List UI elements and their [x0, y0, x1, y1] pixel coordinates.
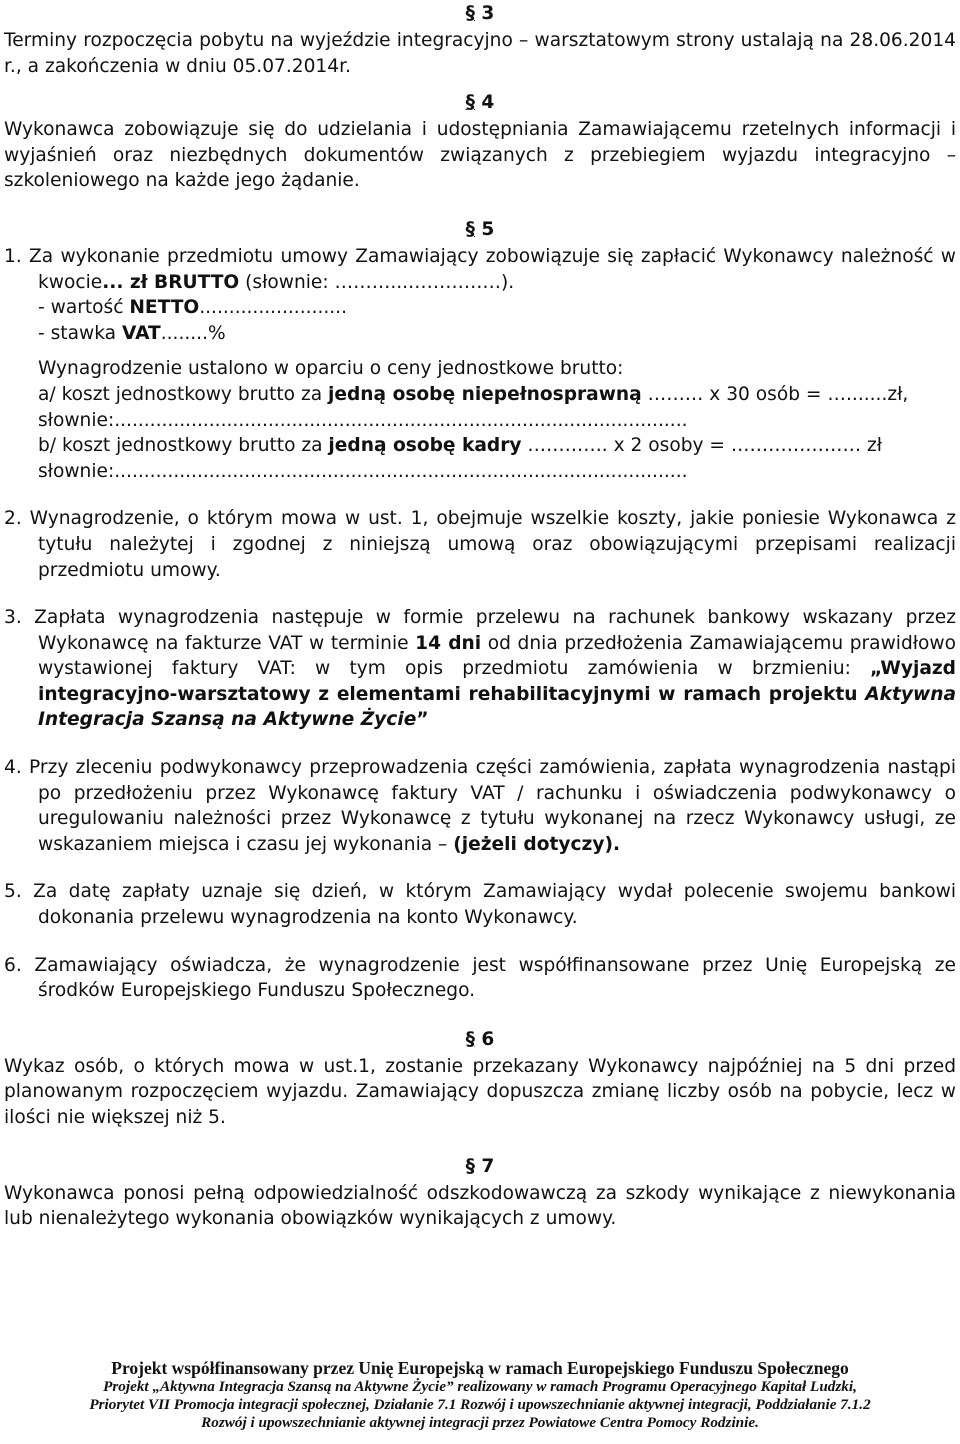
project-name: Aktywna Integracja Szansą na Aktywne Życie — [38, 683, 956, 731]
paragraph-symbol: § — [465, 1028, 475, 1050]
footer-line-1: Projekt współfinansowany przez Unię Europejską w ramach Europejskiego Funduszu Społecznego — [111, 1358, 849, 1378]
section-5-item-3 — [4, 605, 956, 733]
item-1-text: 1. Za wykonanie przedmiotu umowy Zamawiający zobowiązuje się zapłacić Wykonawcy należność w kwocie — [4, 245, 956, 293]
cost-b-person: jedną osobę kadry — [328, 435, 522, 457]
section-5-item-2: 2. Wynagrodzenie, o którym mowa w ust. 1, obejmuje wszelkie koszty, jakie poniesie Wykonawca z tytułu należytej i zgodnej z niniejszą umową oraz obowiązującymi przepisami realizacji przedmiotu umowy. — [4, 508, 956, 581]
section-number: 4 — [481, 92, 495, 114]
section-5-item-1 — [4, 244, 956, 295]
cost-b-label: b/ koszt jednostkowy brutto za — [38, 435, 329, 457]
netto-keyword: NETTO — [129, 297, 200, 319]
section-3-text: Terminy rozpoczęcia pobytu na wyjeździe integracyjno – warsztatowym strony ustalają na 28.06.2014 r., a zakończenia w dniu 05.07.2014r. — [4, 30, 956, 77]
section-5-item-4 — [4, 755, 956, 857]
item-4-text: 4. Przy zleceniu podwykonawcy przeprowadzenia części zamówienia, zapłata wynagrodzenia nastąpi po przedłożeniu przez Wykonawcę faktury VAT / rachunku i oświadczenia podwykonawcy o uregulowaniu należności przez Wykonawcę z tytułu wykonanej na rzecz Wykonawcy usługi, ze wskazaniem miejsca i czasu jej wykonania – — [4, 757, 956, 855]
section-5-item-5: 5. Za datę zapłaty uznaje się dzień, w którym Zamawiający wydał polecenie swojemu bankowi dokonania przelewu wynagrodzenia na konto Wykonawcy. — [4, 881, 956, 929]
brutto-amount: ... zł BRUTTO — [102, 271, 240, 293]
netto-line — [4, 295, 956, 321]
document-body — [4, 0, 956, 1232]
section-heading-3 — [4, 0, 956, 28]
paragraph-symbol: § — [465, 3, 475, 24]
paragraph-symbol: § — [465, 92, 475, 114]
cost-a-calc: ……… x 30 osób = ….......zł, — [641, 383, 909, 405]
section-heading-6 — [4, 1026, 956, 1054]
cost-a-label: a/ koszt jednostkowy brutto za — [38, 383, 329, 405]
vat-value: ........% — [160, 322, 226, 344]
section-6-text: Wykaz osób, o których mowa w ust.1, zostanie przekazany Wykonawcy najpóźniej na 5 dni przed planowanym rozpoczęciem wyjazdu. Zamawiający dopuszcza zmianę liczby osób na pobycie, lecz w ilości nie większej niż 5. — [4, 1055, 956, 1128]
cost-item-b-words: słownie:................................................................................................. — [38, 460, 688, 482]
cost-a-person: jedną osobę niepełnosprawną — [328, 383, 642, 405]
netto-value: ......................... — [199, 297, 347, 319]
brutto-in-words: (słownie: ………...……………). — [239, 271, 515, 293]
cost-item-a-words: słownie:................................................................................................. — [38, 409, 688, 431]
if-applicable: (jeżeli dotyczy). — [453, 833, 621, 855]
page-footer — [0, 1358, 960, 1433]
vat-label: - stawka — [38, 322, 122, 344]
cost-item-b — [4, 433, 956, 459]
payment-term: 14 dni — [415, 632, 482, 654]
paragraph-symbol: § — [465, 218, 475, 240]
section-number: 6 — [481, 1028, 495, 1050]
section-heading-5 — [4, 216, 956, 244]
item-3-text: 3. Zapłata wynagrodzenia następuje w formie przelewu na rachunek bankowy wskazany przez Wykonawcę na fakturze VAT w terminie — [4, 607, 956, 654]
footer-line-4: Rozwój i upowszechnianie aktywnej integracji przez Powiatowe Centra Pomocy Rodzinie. — [201, 1414, 759, 1432]
footer-line-3: Priorytet VII Promocja integracji społecznej, Działanie 7.1 Rozwój i upowszechnianie aktywnej integracji, Poddziałanie 7.1.2 — [89, 1396, 871, 1414]
closing-quote: ” — [416, 709, 429, 731]
section-number: 5 — [481, 218, 495, 240]
section-heading-4 — [4, 89, 956, 117]
vat-line — [4, 321, 956, 347]
footer-line-2: Projekt „Aktywna Integracja Szansą na Aktywne Życie” realizowany w ramach Programu Operacyjnego Kapitał Ludzki, — [103, 1378, 857, 1395]
section-number: 7 — [481, 1155, 495, 1177]
item-3-text-cont: od dnia przedłożenia Zamawiającemu prawidłowo wystawionej faktury VAT: w tym opis przedmiotu zamówienia w brzmieniu: — [38, 632, 956, 680]
section-number: 3 — [481, 3, 495, 24]
cost-item-a — [4, 382, 956, 408]
section-heading-7 — [4, 1153, 956, 1181]
remuneration-intro: Wynagrodzenie ustalono w oparciu o ceny jednostkowe brutto: — [38, 358, 624, 380]
section-4-text: Wykonawca zobowiązuje się do udzielania i udostępniania Zamawiającemu rzetelnych informacji i wyjaśnień oraz niezbędnych dokumentów związanych z przebiegiem wyjazdu integracyjno – szkoleniowego na każde jego żądanie. — [4, 119, 956, 192]
invoice-description: „Wyjazd integracyjno-warsztatowy z elementami rehabilitacyjnymi w ramach projektu — [38, 658, 956, 705]
section-7-text: Wykonawca ponosi pełną odpowiedzialność odszkodowawczą za szkody wynikające z niewykonania lub nienależytego wykonania obowiązków wynikających z umowy. — [4, 1182, 956, 1230]
netto-label: - wartość — [38, 297, 130, 319]
section-5-item-6: 6. Zamawiający oświadcza, że wynagrodzenie jest współfinansowane przez Unię Europejską ze środków Europejskiego Funduszu Społecznego. — [4, 954, 956, 1002]
paragraph-symbol: § — [465, 1155, 475, 1177]
cost-b-calc: …………. x 2 osoby = ………………… zł — [521, 435, 883, 457]
vat-keyword: VAT — [121, 322, 161, 344]
